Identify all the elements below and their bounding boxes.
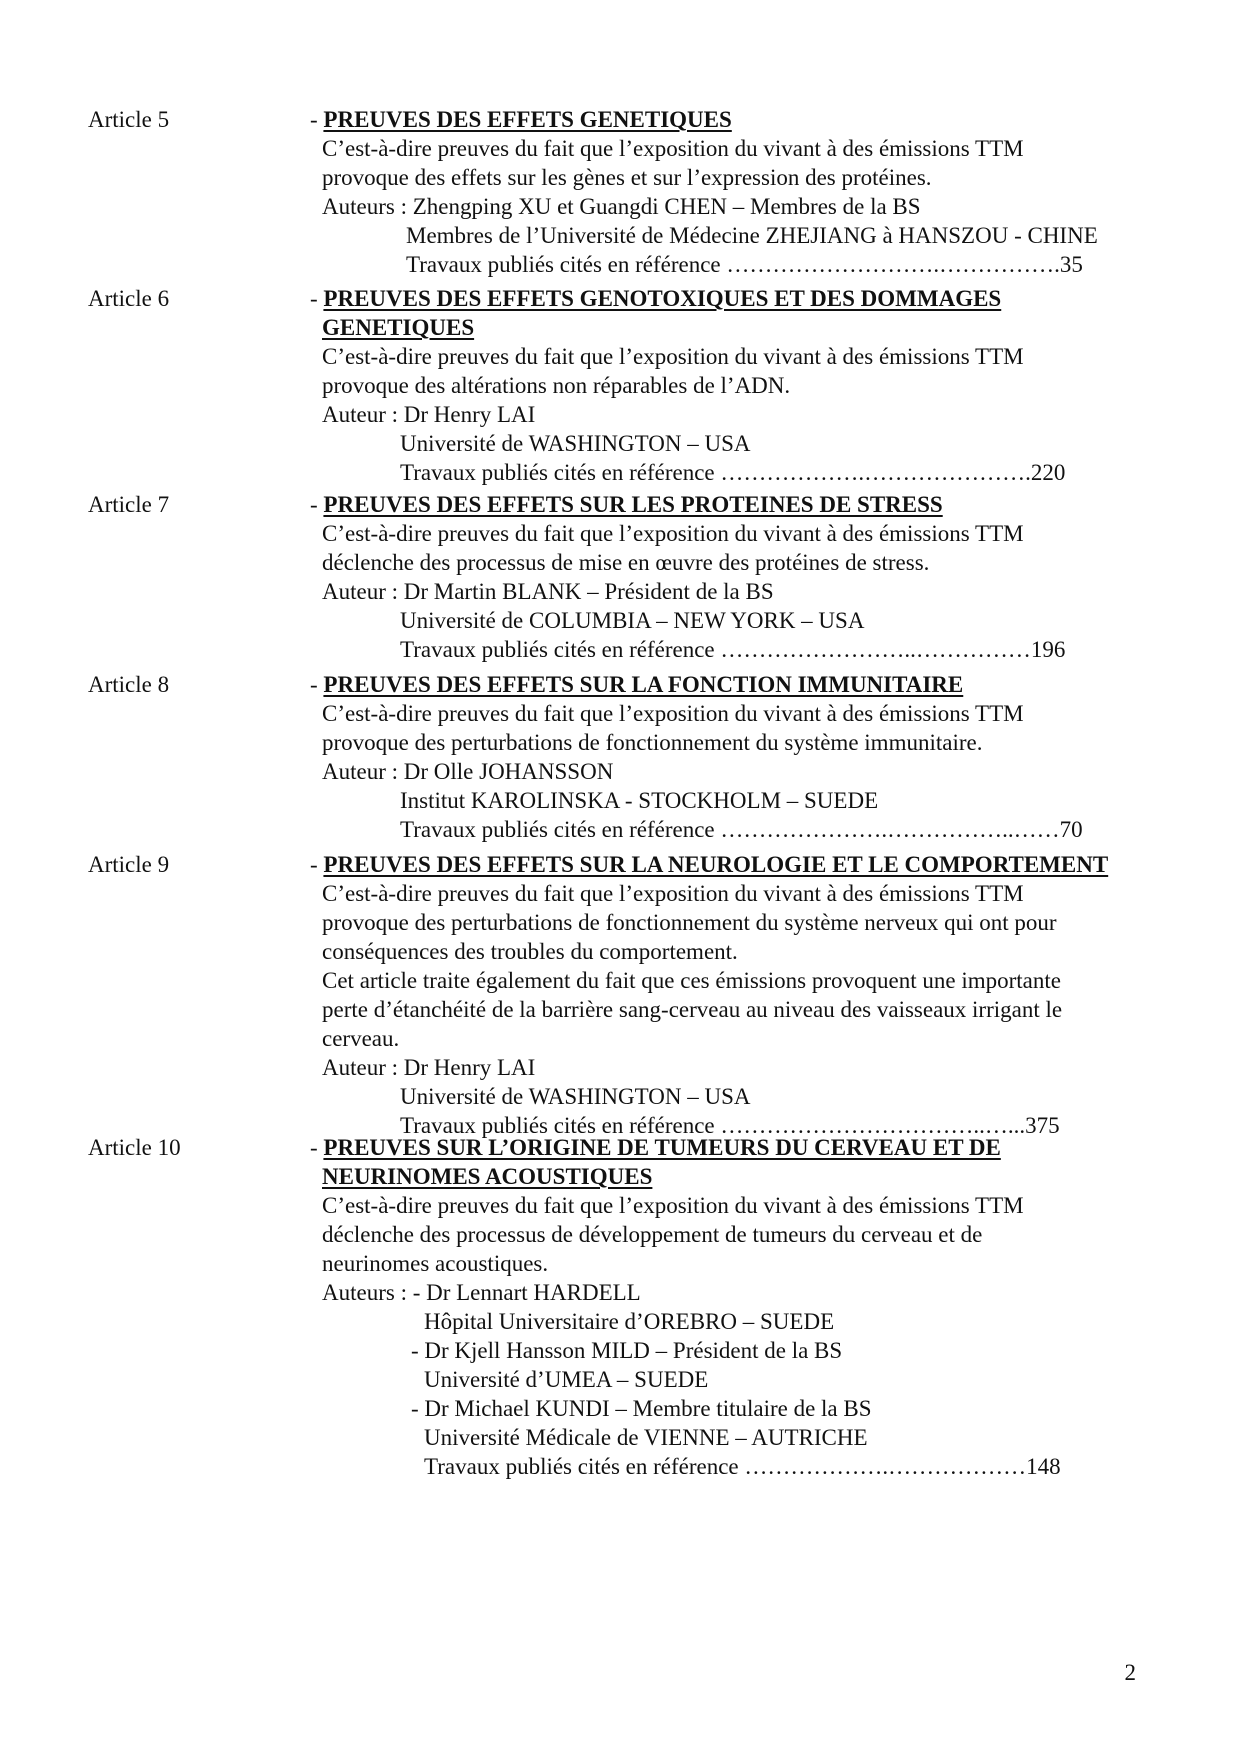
article-label: Article 5 (88, 107, 170, 132)
article-description (322, 879, 1182, 1053)
article-references: Travaux publiés cités en référence ……………….………………148 (424, 1454, 1061, 1479)
description-line: C’est-à-dire preuves du fait que l’exposition du vivant à des émissions TTM (322, 136, 1024, 161)
description-line: neurinomes acoustiques. (322, 1251, 549, 1276)
description-line: C’est-à-dire preuves du fait que l’exposition du vivant à des émissions TTM (322, 881, 1024, 906)
article-description (322, 1191, 1182, 1278)
article-body (310, 284, 1190, 487)
article-title: PREUVES DES EFFETS SUR LA NEUROLOGIE ET LE COMPORTEMENT (323, 852, 1109, 877)
article-authors: Auteur : Dr Olle JOHANSSON (322, 759, 614, 784)
description-line: Cet article traite également du fait que ces émissions provoquent une importante (322, 968, 1061, 993)
article-title: PREUVES DES EFFETS GENETIQUES (323, 107, 732, 132)
article-title: PREUVES DES EFFETS SUR LA FONCTION IMMUNITAIRE (323, 672, 964, 697)
article-affiliation: Université de COLUMBIA – NEW YORK – USA (400, 608, 865, 633)
article-affiliation: Université Médicale de VIENNE – AUTRICHE (424, 1425, 868, 1450)
description-line: déclenche des processus de développement de tumeurs du cerveau et de (322, 1222, 983, 1247)
article-body (310, 105, 1190, 279)
article-title-continued: NEURINOMES ACOUSTIQUES (322, 1164, 653, 1189)
description-line: provoque des perturbations de fonctionnement du système nerveux qui ont pour (322, 910, 1057, 935)
description-line: C’est-à-dire preuves du fait que l’exposition du vivant à des émissions TTM (322, 701, 1024, 726)
article-body (310, 1133, 1190, 1481)
article-title-continued: GENETIQUES (322, 315, 475, 340)
article-description (322, 519, 1182, 577)
article-coauthor: - Dr Michael KUNDI – Membre titulaire de la BS (411, 1396, 872, 1421)
description-line: C’est-à-dire preuves du fait que l’exposition du vivant à des émissions TTM (322, 344, 1024, 369)
article-heading: - PREUVES DES EFFETS GENETIQUES (310, 107, 732, 132)
description-line: conséquences des troubles du comportement. (322, 939, 738, 964)
article-heading: - PREUVES SUR L’ORIGINE DE TUMEURS DU CERVEAU ET DE (310, 1135, 1001, 1160)
article-heading: - PREUVES DES EFFETS SUR LES PROTEINES DE STRESS (310, 492, 943, 517)
description-line: provoque des perturbations de fonctionnement du système immunitaire. (322, 730, 983, 755)
article-heading: - PREUVES DES EFFETS SUR LA FONCTION IMMUNITAIRE (310, 672, 964, 697)
article-description (322, 342, 1182, 400)
article-description (322, 134, 1182, 192)
article-affiliation: Membres de l’Université de Médecine ZHEJIANG à HANSZOU - CHINE (406, 223, 1098, 248)
article-heading: - PREUVES DES EFFETS SUR LA NEUROLOGIE ET LE COMPORTEMENT (310, 852, 1109, 877)
article-affiliation: Institut KAROLINSKA - STOCKHOLM – SUEDE (400, 788, 879, 813)
article-authors: Auteur : Dr Henry LAI (322, 1055, 536, 1080)
article-references: Travaux publiés cités en référence ……………………….…………….35 (406, 252, 1083, 277)
article-label: Article 7 (88, 492, 170, 517)
article-title: PREUVES SUR L’ORIGINE DE TUMEURS DU CERVEAU ET DE (323, 1135, 1001, 1160)
description-line: C’est-à-dire preuves du fait que l’exposition du vivant à des émissions TTM (322, 521, 1024, 546)
article-references: Travaux publiés cités en référence ……………………………..…...375 (400, 1113, 1060, 1138)
description-line: cerveau. (322, 1026, 400, 1051)
description-line: provoque des effets sur les gènes et sur l’expression des protéines. (322, 165, 932, 190)
article-authors: Auteurs : - Dr Lennart HARDELL (322, 1280, 641, 1305)
article-affiliation: Université de WASHINGTON – USA (400, 431, 751, 456)
description-line: déclenche des processus de mise en œuvre des protéines de stress. (322, 550, 930, 575)
article-affiliation: Université de WASHINGTON – USA (400, 1084, 751, 1109)
article-title: PREUVES DES EFFETS GENOTOXIQUES ET DES DOMMAGES (323, 286, 1002, 311)
article-authors: Auteur : Dr Martin BLANK – Président de la BS (322, 579, 774, 604)
article-body (310, 850, 1190, 1140)
article-heading: - PREUVES DES EFFETS GENOTOXIQUES ET DES DOMMAGES (310, 286, 1002, 311)
article-references: Travaux publiés cités en référence ……………….………………….220 (400, 460, 1066, 485)
description-line: provoque des altérations non réparables de l’ADN. (322, 373, 791, 398)
article-body (310, 490, 1190, 664)
article-title: PREUVES DES EFFETS SUR LES PROTEINES DE STRESS (323, 492, 943, 517)
description-line: perte d’étanchéité de la barrière sang-cerveau au niveau des vaisseaux irrigant le (322, 997, 1063, 1022)
page-number: 2 (1124, 1660, 1136, 1685)
article-authors: Auteurs : Zhengping XU et Guangdi CHEN – Membres de la BS (322, 194, 921, 219)
article-coauthor: - Dr Kjell Hansson MILD – Président de la BS (411, 1338, 843, 1363)
article-body (310, 670, 1190, 844)
article-label: Article 8 (88, 672, 170, 697)
article-references: Travaux publiés cités en référence ………………….……………..……70 (400, 817, 1083, 842)
article-label: Article 10 (88, 1135, 181, 1160)
description-line: C’est-à-dire preuves du fait que l’exposition du vivant à des émissions TTM (322, 1193, 1024, 1218)
article-label: Article 6 (88, 286, 170, 311)
article-description (322, 699, 1182, 757)
article-references: Travaux publiés cités en référence ……………………..……………196 (400, 637, 1066, 662)
article-affiliation: Université d’UMEA – SUEDE (424, 1367, 709, 1392)
article-affiliation: Hôpital Universitaire d’OREBRO – SUEDE (424, 1309, 835, 1334)
article-label: Article 9 (88, 852, 170, 877)
article-authors: Auteur : Dr Henry LAI (322, 402, 536, 427)
